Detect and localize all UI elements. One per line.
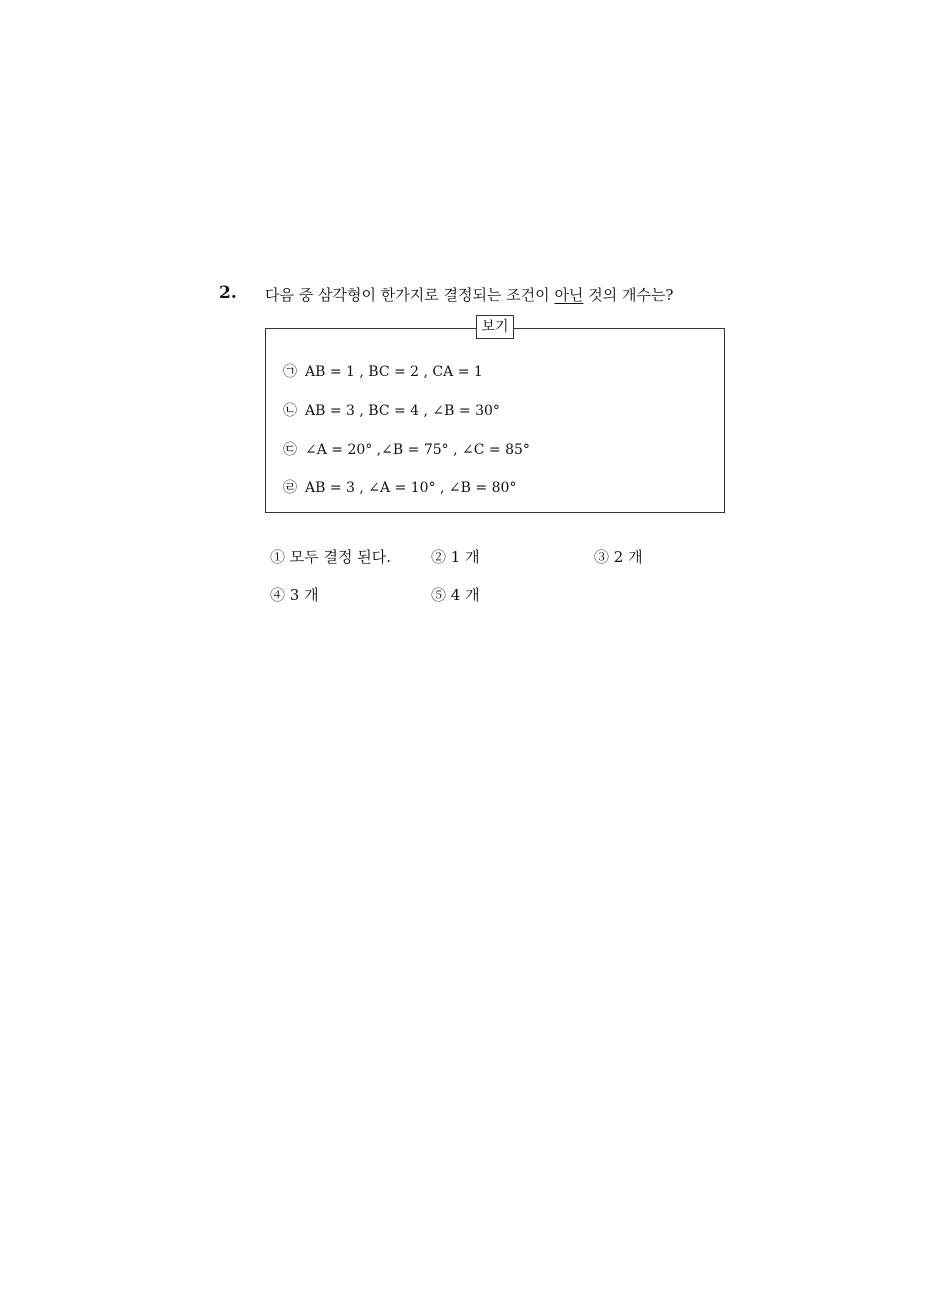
choice-2[interactable] [431, 546, 480, 567]
choice-marker: ① [270, 548, 286, 566]
bogi-item [283, 439, 530, 459]
bogi-item-text: AB = 3 , ∠A = 10° , ∠B = 80° [305, 480, 517, 496]
bogi-label: 보기 [476, 315, 514, 339]
choice-5[interactable] [431, 584, 480, 605]
bogi-item [283, 400, 500, 420]
choice-text: 3 개 [289, 586, 319, 604]
bogi-item-marker: ㉠ [283, 364, 297, 380]
bogi-item-text: AB = 1 , BC = 2 , CA = 1 [305, 364, 483, 380]
question-text-after: 것의 개수는? [583, 286, 674, 304]
bogi-item-text: AB = 3 , BC = 4 , ∠B = 30° [305, 403, 500, 419]
choice-4[interactable] [270, 584, 319, 605]
bogi-item-marker: ㉣ [283, 480, 297, 496]
choice-marker: ③ [594, 548, 610, 566]
choice-marker: ⑤ [431, 586, 447, 604]
choice-text: 1 개 [450, 548, 480, 566]
bogi-item-marker: ㉡ [283, 403, 297, 419]
bogi-item-text: ∠A = 20° ,∠B = 75° , ∠C = 85° [305, 442, 530, 458]
question-text-before: 다음 중 삼각형이 한가지로 결정되는 조건이 [265, 286, 555, 304]
question-number: 2. [219, 283, 237, 303]
choice-text: 2 개 [613, 548, 643, 566]
bogi-item [283, 477, 516, 497]
question-text [265, 284, 673, 305]
choice-1[interactable] [270, 546, 391, 567]
bogi-item [283, 361, 483, 381]
choice-marker: ④ [270, 586, 286, 604]
bogi-item-marker: ㉢ [283, 442, 297, 458]
choice-text: 4 개 [450, 586, 480, 604]
choice-marker: ② [431, 548, 447, 566]
question-text-underlined: 아닌 [554, 286, 584, 304]
choice-3[interactable] [594, 546, 643, 567]
choice-text: 모두 결정 된다. [289, 548, 392, 566]
